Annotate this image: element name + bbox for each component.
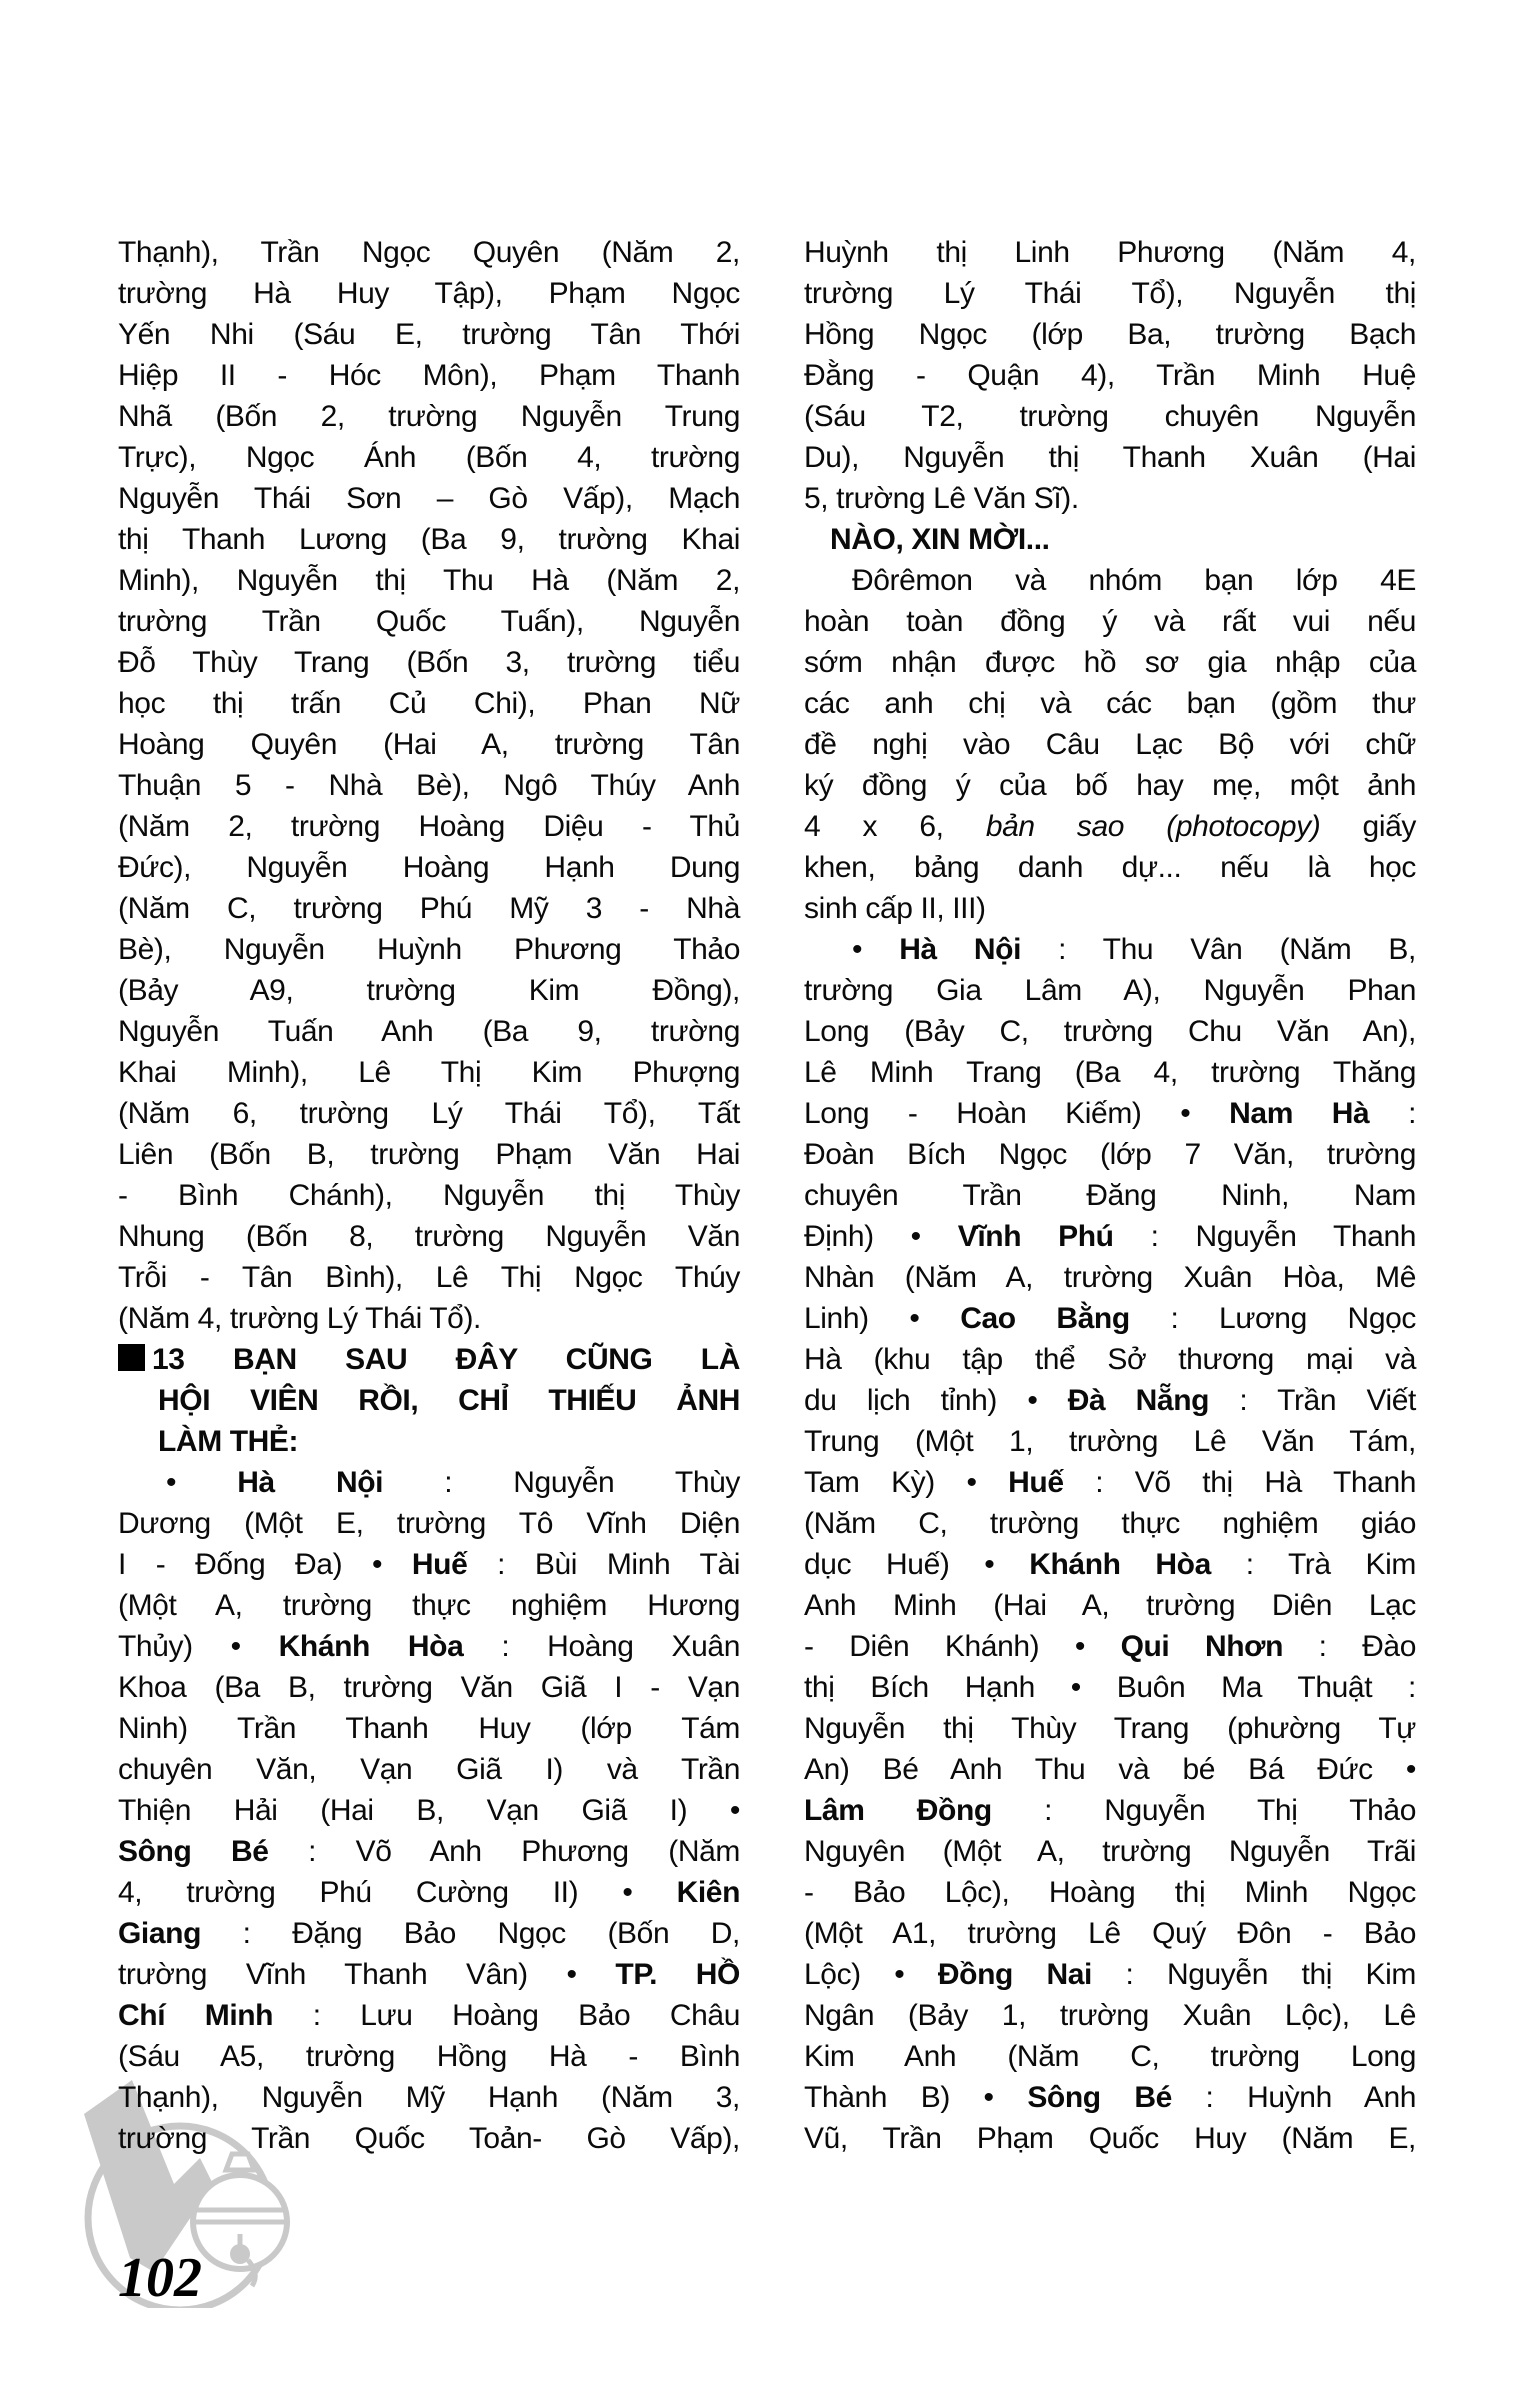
- text-line: [118, 888, 740, 929]
- body-text: chuyên Trần Đăng Ninh, Nam: [804, 1179, 1416, 1212]
- text-line: [804, 642, 1416, 683]
- text-line: [804, 437, 1416, 478]
- emphasis-text: Hà Nội: [237, 1466, 384, 1499]
- body-text: Đằng - Quận 4), Trần Minh Huệ: [804, 359, 1416, 392]
- body-text: : Võ thị Hà Thanh: [1063, 1466, 1417, 1499]
- body-text: Huỳnh thị Linh Phương (Năm 4,: [804, 236, 1416, 269]
- body-text: Thiện Hải (Hai B, Vạn Giã I) •: [118, 1794, 740, 1827]
- body-text: Hồng Ngọc (lớp Ba, trường Bạch: [804, 318, 1416, 351]
- emphasis-text: LÀM THẺ:: [158, 1425, 299, 1458]
- body-text: Thành B) •: [804, 2081, 1028, 2114]
- body-text: Thạnh), Nguyễn Mỹ Hạnh (Năm 3,: [118, 2081, 740, 2114]
- text-line: [804, 1298, 1416, 1339]
- body-text: (Sáu T2, trường chuyên Nguyễn: [804, 400, 1416, 433]
- body-text: - Bình Chánh), Nguyễn thị Thùy: [118, 1179, 740, 1212]
- emphasis-text: NÀO, XIN MỜI...: [830, 523, 1050, 556]
- body-text: (Sáu A5, trường Hồng Hà - Bình: [118, 2040, 740, 2073]
- body-text: trường Vĩnh Thanh Vân) •: [118, 1958, 616, 1991]
- body-text: Thạnh), Trần Ngọc Quyên (Năm 2,: [118, 236, 740, 269]
- text-line: [118, 1380, 740, 1421]
- text-line: [804, 1216, 1416, 1257]
- body-text: các anh chị và các bạn (gồm thư: [804, 687, 1416, 720]
- text-line: [118, 1831, 740, 1872]
- body-text: - Bảo Lộc), Hoàng thị Minh Ngọc: [804, 1876, 1416, 1909]
- text-line: [804, 1626, 1416, 1667]
- body-text: (Năm 6, trường Lý Thái Tổ), Tất: [118, 1097, 740, 1130]
- body-text: trường Trần Quốc Tuấn), Nguyễn: [118, 605, 740, 638]
- body-text: Đoàn Bích Ngọc (lớp 7 Văn, trường: [804, 1138, 1416, 1171]
- body-text: Linh) •: [804, 1302, 961, 1335]
- text-line: [118, 683, 740, 724]
- text-line: [118, 642, 740, 683]
- text-line: [804, 314, 1416, 355]
- body-text: sinh cấp II, III): [804, 892, 986, 925]
- body-text: dục Huế) •: [804, 1548, 1030, 1581]
- text-line: [804, 1708, 1416, 1749]
- text-line: [804, 847, 1416, 888]
- emphasis-text: Khánh Hòa: [1029, 1548, 1211, 1581]
- body-text: •: [166, 1466, 238, 1499]
- body-text: đề nghị vào Câu Lạc Bộ với chữ: [804, 728, 1416, 761]
- text-line: [804, 1257, 1416, 1298]
- emphasis-text: Đà Nẵng: [1067, 1384, 1210, 1417]
- text-line: [118, 396, 740, 437]
- emphasis-text: Kiên: [676, 1876, 740, 1909]
- body-text: Trỗi - Tân Bình), Lê Thị Ngọc Thúy: [118, 1261, 740, 1294]
- body-text: Hiệp II - Hóc Môn), Phạm Thanh: [118, 359, 740, 392]
- text-line: [804, 765, 1416, 806]
- emphasis-text: Sông Bé: [118, 1835, 269, 1868]
- body-text: : Đặng Bảo Ngọc (Bốn D,: [201, 1917, 740, 1950]
- text-line: [804, 1339, 1416, 1380]
- body-text: Thủy) •: [118, 1630, 279, 1663]
- text-line: [118, 2036, 740, 2077]
- text-line: [804, 1093, 1416, 1134]
- body-text: Liên (Bốn B, trường Phạm Văn Hai: [118, 1138, 740, 1171]
- text-line: [118, 1995, 740, 2036]
- body-text: Dương (Một E, trường Tô Vĩnh Diện: [118, 1507, 740, 1540]
- text-line: [804, 478, 1416, 519]
- body-text: : Lương Ngọc: [1129, 1302, 1416, 1335]
- body-text: Trung (Một 1, trường Lê Văn Tám,: [804, 1425, 1416, 1458]
- text-line: [804, 2118, 1416, 2159]
- body-text: Minh), Nguyễn thị Thu Hà (Năm 2,: [118, 564, 740, 597]
- body-text: : Trần Viết: [1209, 1384, 1416, 1417]
- body-text: : Trà Kim: [1210, 1548, 1416, 1581]
- body-text: Du), Nguyễn thị Thanh Xuân (Hai: [804, 441, 1416, 474]
- text-line: [804, 929, 1416, 970]
- body-text: (Năm 4, trường Lý Thái Tổ).: [118, 1302, 481, 1335]
- body-text: Nhung (Bốn 8, trường Nguyễn Văn: [118, 1220, 740, 1253]
- emphasis-text: Lâm Đồng: [804, 1794, 992, 1827]
- text-line: [118, 560, 740, 601]
- text-line: [118, 1175, 740, 1216]
- text-line: [118, 478, 740, 519]
- emphasis-text: Huế: [411, 1548, 468, 1581]
- text-line: [118, 1954, 740, 1995]
- text-line: [804, 355, 1416, 396]
- text-line: [118, 724, 740, 765]
- text-line: [804, 1421, 1416, 1462]
- body-text: Lê Minh Trang (Ba 4, trường Thăng: [804, 1056, 1416, 1089]
- text-line: [118, 1626, 740, 1667]
- text-line: [804, 806, 1416, 847]
- body-text: Lộc) •: [804, 1958, 938, 1991]
- body-text: (Một A1, trường Lê Quý Đôn - Bảo: [804, 1917, 1416, 1950]
- body-text: (Năm C, trường thực nghiệm giáo: [804, 1507, 1416, 1540]
- body-text: Kim Anh (Năm C, trường Long: [804, 2040, 1416, 2073]
- text-line: [804, 273, 1416, 314]
- page-number: 102: [118, 2247, 202, 2309]
- emphasis-text: Cao Bằng: [960, 1302, 1130, 1335]
- body-text: Hà (khu tập thể Sở thương mại và: [804, 1343, 1416, 1376]
- body-text: : Nguyễn Thanh: [1113, 1220, 1417, 1253]
- text-line: [118, 1093, 740, 1134]
- text-line: [118, 1421, 740, 1462]
- text-line: [804, 1380, 1416, 1421]
- text-line: [118, 273, 740, 314]
- text-line: [118, 765, 740, 806]
- emphasis-text: Chí Minh: [118, 1999, 274, 2032]
- body-text: Anh Minh (Hai A, trường Diên Lạc: [804, 1589, 1416, 1622]
- body-text: : Nguyễn Thùy: [383, 1466, 740, 1499]
- body-text: Đôrêmon và nhóm bạn lớp 4E: [852, 564, 1416, 597]
- italic-text: bản sao (photocopy): [985, 810, 1321, 843]
- body-text: 4 x 6,: [804, 810, 986, 843]
- emphasis-text: 13 BẠN SAU ĐÂY CŨNG LÀ: [152, 1343, 740, 1376]
- body-text: : Hoàng Xuân: [463, 1630, 740, 1663]
- body-text: Bè), Nguyễn Huỳnh Phương Thảo: [118, 933, 740, 966]
- text-line: [804, 1462, 1416, 1503]
- text-line: [118, 1011, 740, 1052]
- text-line: [804, 888, 1416, 929]
- text-line: [804, 601, 1416, 642]
- body-text: trường Lý Thái Tổ), Nguyễn thị: [804, 277, 1416, 310]
- text-line: [118, 1052, 740, 1093]
- emphasis-text: Nam Hà: [1229, 1097, 1370, 1130]
- body-text: : Thu Vân (Năm B,: [1021, 933, 1416, 966]
- body-text: Nhàn (Năm A, trường Xuân Hòa, Mê: [804, 1261, 1416, 1294]
- body-text: hoàn toàn đồng ý và rất vui nếu: [804, 605, 1416, 638]
- text-line: [118, 1790, 740, 1831]
- text-line: [804, 560, 1416, 601]
- column-left: [118, 232, 740, 2159]
- body-text: Đỗ Thùy Trang (Bốn 3, trường tiểu: [118, 646, 740, 679]
- body-text: Ninh) Trần Thanh Huy (lớp Tám: [118, 1712, 740, 1745]
- column-right: [804, 232, 1416, 2159]
- text-line: [118, 519, 740, 560]
- text-line: [118, 2077, 740, 2118]
- body-text: : Nguyễn thị Kim: [1091, 1958, 1416, 1991]
- text-line: [118, 601, 740, 642]
- text-line: [804, 1052, 1416, 1093]
- text-line: [118, 232, 740, 273]
- text-line: [118, 1134, 740, 1175]
- text-line: [118, 847, 740, 888]
- text-line: [118, 1257, 740, 1298]
- body-text: Định) •: [804, 1220, 958, 1253]
- body-text: Vũ, Trần Phạm Quốc Huy (Năm E,: [804, 2122, 1416, 2155]
- body-text: An) Bé Anh Thu và bé Bá Đức •: [804, 1753, 1416, 1786]
- emphasis-text: Hà Nội: [899, 933, 1022, 966]
- emphasis-text: Huế: [1008, 1466, 1064, 1499]
- body-text: (Bảy A9, trường Kim Đồng),: [118, 974, 740, 1007]
- text-line: [804, 2077, 1416, 2118]
- body-text: sớm nhận được hồ sơ gia nhập của: [804, 646, 1416, 679]
- body-text: thị Thanh Lương (Ba 9, trường Khai: [118, 523, 740, 556]
- body-text: trường Hà Huy Tập), Phạm Ngọc: [118, 277, 740, 310]
- body-text: Trực), Ngọc Ánh (Bốn 4, trường: [118, 441, 740, 474]
- text-line: [804, 1585, 1416, 1626]
- text-line: [118, 437, 740, 478]
- body-text: khen, bảng danh dự... nếu là học: [804, 851, 1416, 884]
- body-text: 5, trường Lê Văn Sĩ).: [804, 482, 1079, 515]
- body-text: Nguyễn Thái Sơn – Gò Vấp), Mạch: [118, 482, 740, 515]
- body-text: (Năm 2, trường Hoàng Diệu - Thủ: [118, 810, 740, 843]
- text-line: [804, 1134, 1416, 1175]
- body-text: (Năm C, trường Phú Mỹ 3 - Nhà: [118, 892, 740, 925]
- body-text: Nguyên (Một A, trường Nguyễn Trãi: [804, 1835, 1416, 1868]
- emphasis-text: Vĩnh Phú: [957, 1220, 1114, 1253]
- text-line: [118, 1749, 740, 1790]
- body-text: du lịch tỉnh) •: [804, 1384, 1068, 1417]
- body-text: Khoa (Ba B, trường Văn Giã I - Vạn: [118, 1671, 740, 1704]
- text-line: [118, 2118, 740, 2159]
- body-text: : Võ Anh Phương (Năm: [268, 1835, 740, 1868]
- text-line: [118, 1462, 740, 1503]
- body-text: Đức), Nguyễn Hoàng Hạnh Dung: [118, 851, 740, 884]
- text-line: [118, 970, 740, 1011]
- emphasis-text: TP. HỒ: [615, 1958, 740, 1991]
- body-text: 4, trường Phú Cường II) •: [118, 1876, 677, 1909]
- body-text: Yến Nhi (Sáu E, trường Tân Thới: [118, 318, 740, 351]
- body-text: ký đồng ý của bố hay mẹ, một ảnh: [804, 769, 1416, 802]
- text-line: [118, 1585, 740, 1626]
- black-square-bullet-icon: [118, 1344, 145, 1371]
- body-text: •: [852, 933, 900, 966]
- body-text: : Nguyễn Thị Thảo: [991, 1794, 1416, 1827]
- text-line: [804, 724, 1416, 765]
- emphasis-text: Sông Bé: [1027, 2081, 1172, 2114]
- text-line: [804, 1544, 1416, 1585]
- text-line: [804, 1790, 1416, 1831]
- text-line: [804, 232, 1416, 273]
- text-line: [118, 806, 740, 847]
- body-text: : Huỳnh Anh: [1171, 2081, 1417, 2114]
- body-text: Ngân (Bảy 1, trường Xuân Lộc), Lê: [804, 1999, 1416, 2032]
- body-text: - Diên Khánh) •: [804, 1630, 1121, 1663]
- text-line: [804, 1913, 1416, 1954]
- emphasis-text: Giang: [118, 1917, 202, 1950]
- body-text: Hoàng Quyên (Hai A, trường Tân: [118, 728, 740, 761]
- text-line: [118, 1913, 740, 1954]
- text-line: [118, 314, 740, 355]
- text-line: [804, 519, 1416, 560]
- body-text: trường Trần Quốc Toản- Gò Vấp),: [118, 2122, 740, 2155]
- text-line: [118, 1216, 740, 1257]
- emphasis-text: Khánh Hòa: [278, 1630, 464, 1663]
- emphasis-text: Qui Nhơn: [1120, 1630, 1284, 1663]
- text-line: [118, 355, 740, 396]
- text-line: [804, 970, 1416, 1011]
- text-line: [804, 1175, 1416, 1216]
- body-text: thị Bích Hạnh • Buôn Ma Thuật :: [804, 1671, 1416, 1704]
- text-line: [804, 396, 1416, 437]
- body-text: :: [1369, 1097, 1417, 1130]
- text-line: [804, 1749, 1416, 1790]
- body-text: chuyên Văn, Vạn Giã I) và Trần: [118, 1753, 740, 1786]
- text-line: [118, 1339, 740, 1380]
- body-text: Long (Bảy C, trường Chu Văn An),: [804, 1015, 1416, 1048]
- body-text: Khai Minh), Lê Thị Kim Phượng: [118, 1056, 740, 1089]
- text-line: [804, 1503, 1416, 1544]
- body-text: : Bùi Minh Tài: [467, 1548, 740, 1581]
- text-line: [118, 1298, 740, 1339]
- text-line: [804, 683, 1416, 724]
- text-line: [804, 1954, 1416, 1995]
- text-line: [118, 1708, 740, 1749]
- body-text: Nhã (Bốn 2, trường Nguyễn Trung: [118, 400, 740, 433]
- body-text: học thị trấn Củ Chi), Phan Nữ: [118, 687, 740, 720]
- text-line: [118, 1503, 740, 1544]
- text-line: [118, 1872, 740, 1913]
- body-text: : Đào: [1283, 1630, 1416, 1663]
- text-line: [804, 1872, 1416, 1913]
- body-text: (Một A, trường thực nghiệm Hương: [118, 1589, 740, 1622]
- body-text: giấy: [1320, 810, 1416, 843]
- emphasis-text: HỘI VIÊN RỒI, CHỈ THIẾU ẢNH: [158, 1384, 740, 1417]
- text-line: [118, 929, 740, 970]
- body-text: Thuận 5 - Nhà Bè), Ngô Thúy Anh: [118, 769, 740, 802]
- text-line: [804, 1995, 1416, 2036]
- body-text: Nguyễn Tuấn Anh (Ba 9, trường: [118, 1015, 740, 1048]
- text-line: [804, 1831, 1416, 1872]
- body-text: Tam Kỳ) •: [804, 1466, 1009, 1499]
- body-text: Nguyễn thị Thùy Trang (phường Tự: [804, 1712, 1416, 1745]
- text-line: [118, 1544, 740, 1585]
- emphasis-text: Đồng Nai: [937, 1958, 1092, 1991]
- text-line: [804, 1667, 1416, 1708]
- body-text: Long - Hoàn Kiếm) •: [804, 1097, 1230, 1130]
- text-line: [804, 2036, 1416, 2077]
- body-text: trường Gia Lâm A), Nguyễn Phan: [804, 974, 1416, 1007]
- body-text: : Lưu Hoàng Bảo Châu: [273, 1999, 740, 2032]
- text-line: [118, 1667, 740, 1708]
- text-line: [804, 1011, 1416, 1052]
- body-text: I - Đống Đa) •: [118, 1548, 412, 1581]
